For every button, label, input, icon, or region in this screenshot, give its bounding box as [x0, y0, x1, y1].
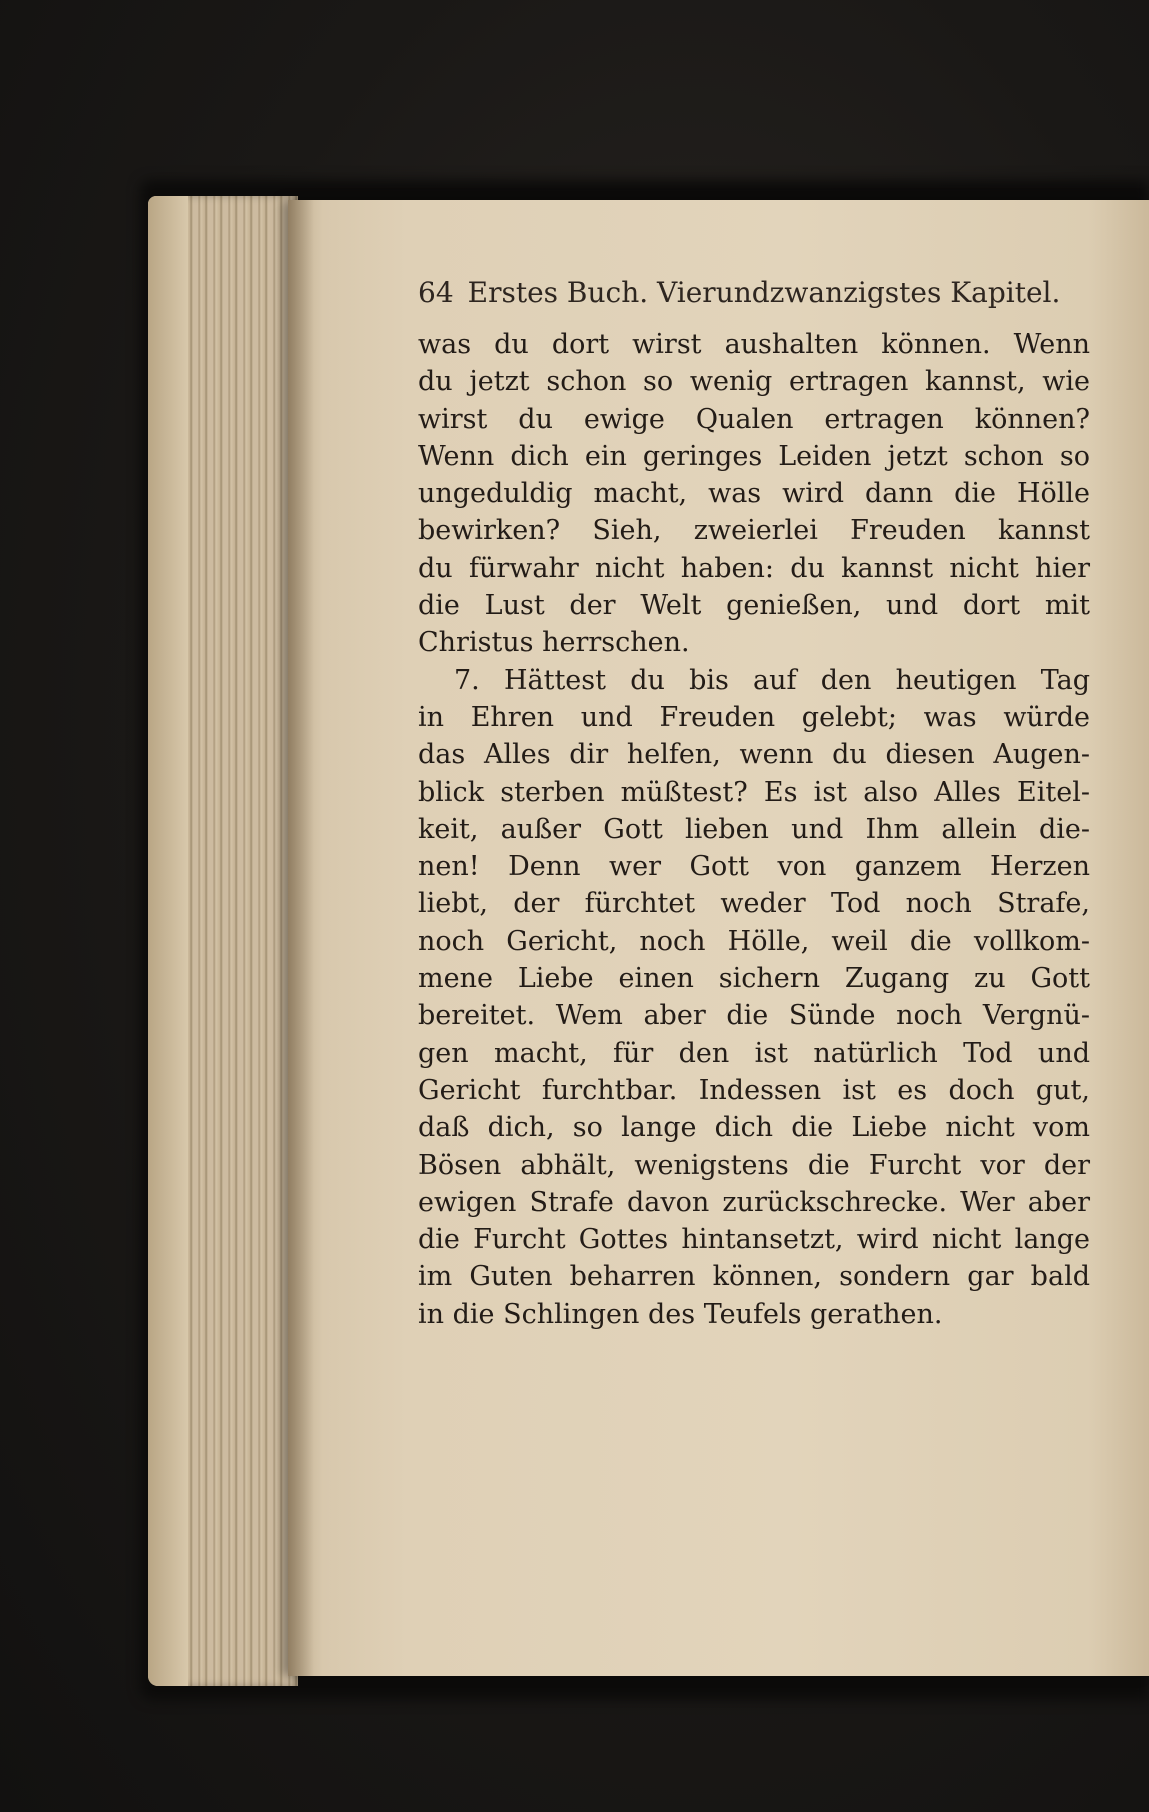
- book-page: [288, 200, 1149, 1676]
- text-line: das Alles dir helfen, wenn du diesen Augen-: [418, 739, 1090, 771]
- paragraph-start-line: 7. Hättest du bis auf den heutigen Tag: [454, 664, 1090, 696]
- text-line: keit, außer Gott lieben und Ihm allein die-: [418, 813, 1090, 845]
- text-line: Christus herrschen.: [418, 627, 690, 659]
- text-line: ungeduldig macht, was wird dann die Hölle: [418, 478, 1090, 510]
- text-line: Wenn dich ein geringes Leiden jetzt schon so: [418, 440, 1090, 472]
- text-line: du jetzt schon so wenig ertragen kannst, wie: [418, 366, 1090, 398]
- page-number: 64: [418, 276, 454, 309]
- running-head: [418, 276, 1098, 320]
- text-line: in die Schlingen des Teufels gerathen.: [418, 1298, 943, 1330]
- text-line: in Ehren und Freuden gelebt; was würde: [418, 701, 1090, 733]
- text-line: blick sterben müßtest? Es ist also Alles Eitel-: [418, 776, 1090, 808]
- page-gutter-shadow: [288, 200, 314, 1676]
- text-line: im Guten beharren können, sondern gar bald: [418, 1261, 1090, 1293]
- text-line: die Furcht Gottes hintansetzt, wird nicht lange: [418, 1224, 1090, 1256]
- text-line: daß dich, so lange dich die Liebe nicht vom: [418, 1112, 1090, 1144]
- text-line: was du dort wirst aushalten können. Wenn: [418, 329, 1090, 360]
- text-line: du fürwahr nicht haben: du kannst nicht hier: [418, 552, 1090, 584]
- text-line: bereitet. Wem aber die Sünde noch Vergnü-: [418, 1000, 1090, 1032]
- text-line: wirst du ewige Qualen ertragen können?: [418, 403, 1090, 435]
- text-line: liebt, der fürchtet weder Tod noch Strafe,: [418, 888, 1090, 920]
- text-line: Gericht furchtbar. Indessen ist es doch gut,: [418, 1074, 1090, 1106]
- text-line: nen! Denn wer Gott von ganzem Herzen: [418, 851, 1090, 883]
- text-line: gen macht, für den ist natürlich Tod und: [418, 1037, 1090, 1069]
- text-line: Bösen abhält, wenigstens die Furcht vor der: [418, 1149, 1090, 1181]
- book-spine-edge: [148, 196, 188, 1686]
- text-line: noch Gericht, noch Hölle, weil die vollkom-: [418, 925, 1090, 957]
- running-title: Erstes Buch. Vierundzwanzigstes Kapitel.: [467, 276, 1061, 309]
- text-line: bewirken? Sieh, zweierlei Freuden kannst: [418, 515, 1090, 547]
- text-line: die Lust der Welt genießen, und dort mit: [418, 590, 1090, 622]
- text-line: mene Liebe einen sichern Zugang zu Gott: [418, 963, 1090, 995]
- body-text: [418, 326, 1090, 1333]
- text-line: ewigen Strafe davon zurückschrecke. Wer aber: [418, 1186, 1090, 1218]
